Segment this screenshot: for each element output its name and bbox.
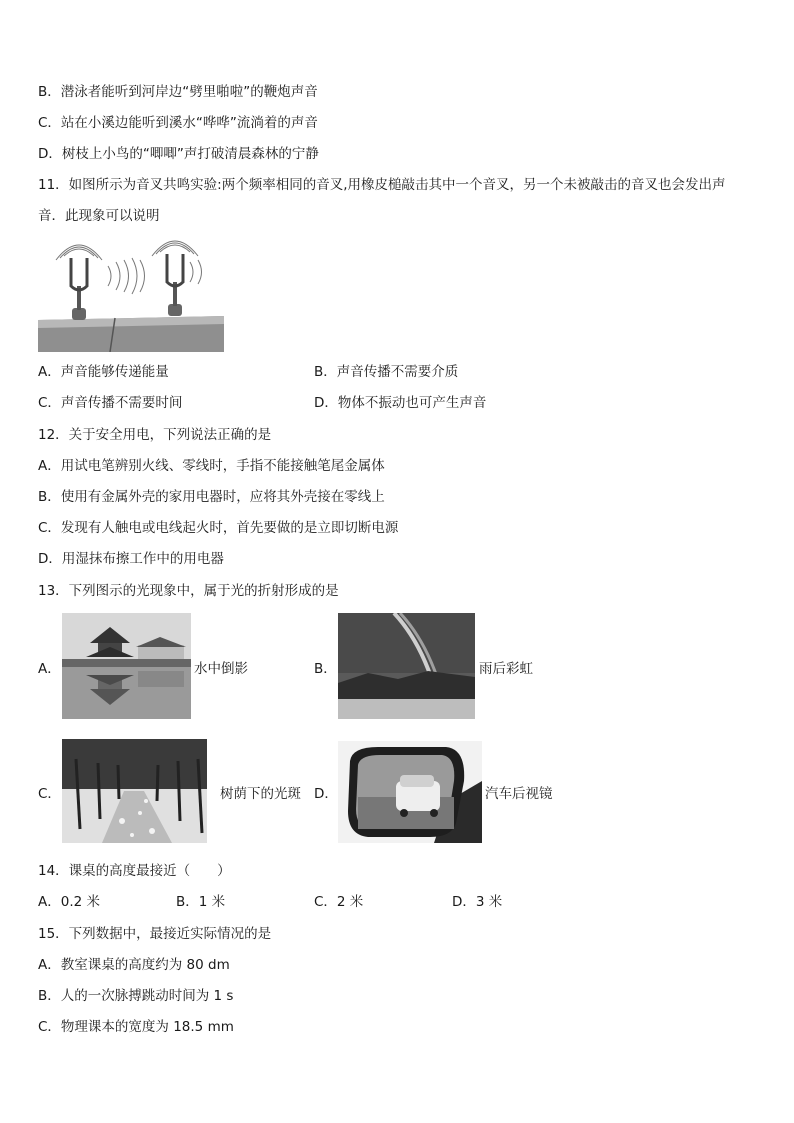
q15-option-c: C．物理课本的宽度为 18.5 mm <box>38 1019 234 1035</box>
q13-option-b-label: B． <box>314 661 337 677</box>
reflection-photo <box>62 613 191 719</box>
tree-shade-photo <box>62 739 207 843</box>
q12-option-a: A．用试电笔辨别火线、零线时，手指不能接触笔尾金属体 <box>38 458 385 474</box>
q13-option-a-caption: 水中倒影 <box>194 661 248 677</box>
q13-option-d-caption: 汽车后视镜 <box>485 786 553 802</box>
q12-stem: 12．关于安全用电，下列说法正确的是 <box>38 427 272 443</box>
rearview-mirror-photo <box>338 741 482 843</box>
tuning-fork-diagram <box>38 238 224 352</box>
q14-option-d: D．3 米 <box>452 894 503 910</box>
q14-stem: 14．课桌的高度最接近（ ） <box>38 863 231 879</box>
q11-option-d: D．物体不振动也可产生声音 <box>314 395 487 411</box>
q11-option-b: B．声音传播不需要介质 <box>314 364 459 380</box>
rearview-mirror-image <box>338 741 482 843</box>
q10-option-c: C．站在小溪边能听到溪水“哗哗”流淌着的声音 <box>38 115 318 131</box>
q12-option-b: B．使用有金属外壳的家用电器时，应将其外壳接在零线上 <box>38 489 385 505</box>
q15-stem: 15．下列数据中，最接近实际情况的是 <box>38 926 272 942</box>
tree-shade-image <box>62 739 207 843</box>
q13-option-a-label: A． <box>38 661 61 677</box>
q11-stem-line2: 音．此现象可以说明 <box>38 208 160 224</box>
q10-option-b: B．潜泳者能听到河岸边“劈里啪啦”的鞭炮声音 <box>38 84 318 100</box>
q12-option-c: C．发现有人触电或电线起火时，首先要做的是立即切断电源 <box>38 520 399 536</box>
q13-option-c-label: C． <box>38 786 61 802</box>
q15-option-a: A．教室课桌的高度约为 80 dm <box>38 957 230 973</box>
q13-option-d-label: D． <box>314 786 338 802</box>
q15-option-b: B．人的一次脉搏跳动时间为 1 s <box>38 988 234 1004</box>
rainbow-photo <box>338 613 475 719</box>
reflection-image <box>62 613 191 719</box>
q13-option-c-caption: 树荫下的光斑 <box>220 786 301 802</box>
q11-option-c: C．声音传播不需要时间 <box>38 395 183 411</box>
q11-stem-line1: 11．如图所示为音叉共鸣实验:两个频率相同的音叉,用橡皮槌敲击其中一个音叉，另一个未被敲击的音叉也会发出声 <box>38 177 726 193</box>
q14-option-c: C．2 米 <box>314 894 364 910</box>
q12-option-d: D．用湿抹布擦工作中的用电器 <box>38 551 224 567</box>
q13-stem: 13．下列图示的光现象中，属于光的折射形成的是 <box>38 583 339 599</box>
q10-option-d: D．树枝上小鸟的“唧唧”声打破清晨森林的宁静 <box>38 146 319 162</box>
tuning-fork-figure <box>38 238 224 352</box>
q11-option-a: A．声音能够传递能量 <box>38 364 169 380</box>
q13-option-b-caption: 雨后彩虹 <box>479 661 533 677</box>
rainbow-image <box>338 613 475 719</box>
q14-option-a: A．0.2 米 <box>38 894 100 910</box>
q14-option-b: B．1 米 <box>176 894 226 910</box>
